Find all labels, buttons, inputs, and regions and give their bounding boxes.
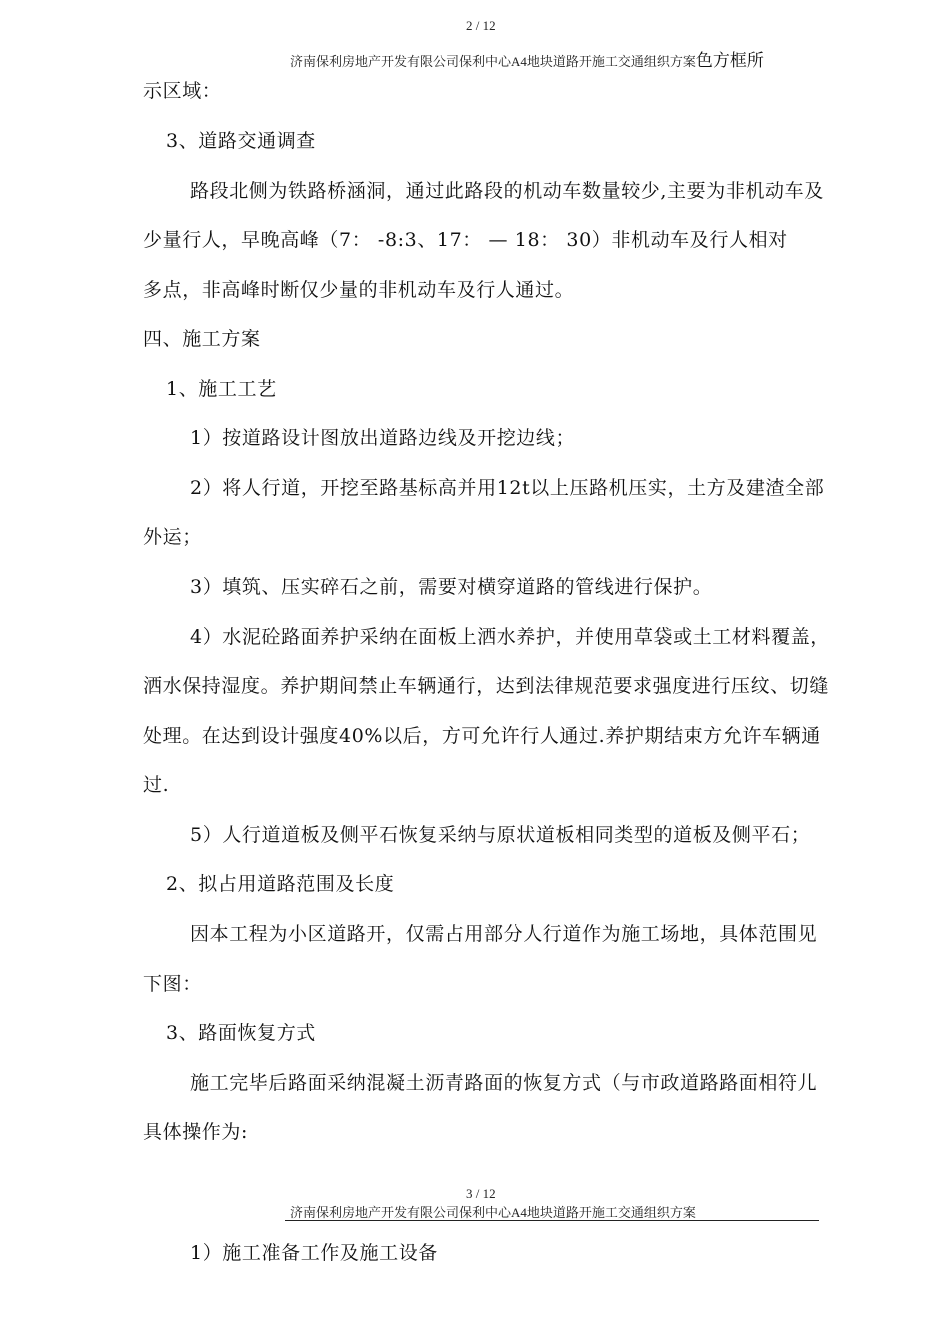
- body-line: 1）按道路设计图放出道路边线及开挖边线；: [190, 427, 576, 449]
- body-line: 3）填筑、压实碎石之前，需要对横穿道路的管线进行保护。: [190, 576, 713, 598]
- chapter-heading: 四、施工方案: [143, 328, 261, 350]
- body-line: 洒水保持湿度。养护期间禁止车辆通行，达到法律规范要求强度进行压纹、切缝: [143, 675, 830, 697]
- body-line: 外运；: [143, 526, 202, 548]
- body-line: 少量行人，早晚高峰（7： -8:3、17： — 18： 30）非机动车及行人相对: [143, 229, 788, 251]
- body-line: 具体操作为:: [143, 1121, 249, 1143]
- header-title: 济南保利房地产开发有限公司保利中心A4地块道路开施工交通组织方案: [290, 54, 696, 69]
- document-header-top: [290, 46, 764, 71]
- body-line: 处理。在达到设计强度40%以后，方可允许行人通过.养护期结束方允许车辆通: [143, 725, 821, 747]
- body-line: 下图：: [143, 973, 202, 995]
- section-heading: 2、拟占用道路范围及长度: [166, 873, 395, 895]
- body-line: 施工完毕后路面采纳混凝土沥青路面的恢复方式（与市政道路路面相符儿: [190, 1072, 818, 1094]
- page-number-bottom: 3 / 12: [466, 1186, 496, 1201]
- section-heading: 1、施工工艺: [166, 378, 277, 400]
- header-overflow-text: 色方框所: [695, 51, 764, 70]
- body-line: 示区域：: [143, 80, 222, 102]
- body-line: 5）人行道道板及侧平石恢复采纳与原状道板相同类型的道板及侧平石；: [190, 824, 811, 846]
- document-header-bottom: 济南保利房地产开发有限公司保利中心A4地块道路开施工交通组织方案: [290, 1205, 696, 1220]
- body-line: 1）施工准备工作及施工设备: [190, 1242, 438, 1264]
- section-heading: 3、路面恢复方式: [166, 1022, 316, 1044]
- section-heading: 3、道路交通调查: [166, 130, 316, 152]
- page-number-top: 2 / 12: [466, 18, 496, 33]
- header-divider: [285, 1220, 819, 1221]
- body-line: 过.: [143, 774, 170, 796]
- body-line: 多点，非高峰时断仅少量的非机动车及行人通过。: [143, 279, 575, 301]
- body-line: 因本工程为小区道路开，仅需占用部分人行道作为施工场地，具体范围见: [190, 923, 818, 945]
- body-line: 2）将人行道，开挖至路基标高并用12t以上压路机压实，土方及建渣全部: [190, 477, 825, 499]
- body-line: 4）水泥砼路面养护采纳在面板上洒水养护，并使用草袋或土工材料覆盖，: [190, 626, 830, 648]
- body-line: 路段北侧为铁路桥涵洞，通过此路段的机动车数量较少,主要为非机动车及: [190, 180, 824, 202]
